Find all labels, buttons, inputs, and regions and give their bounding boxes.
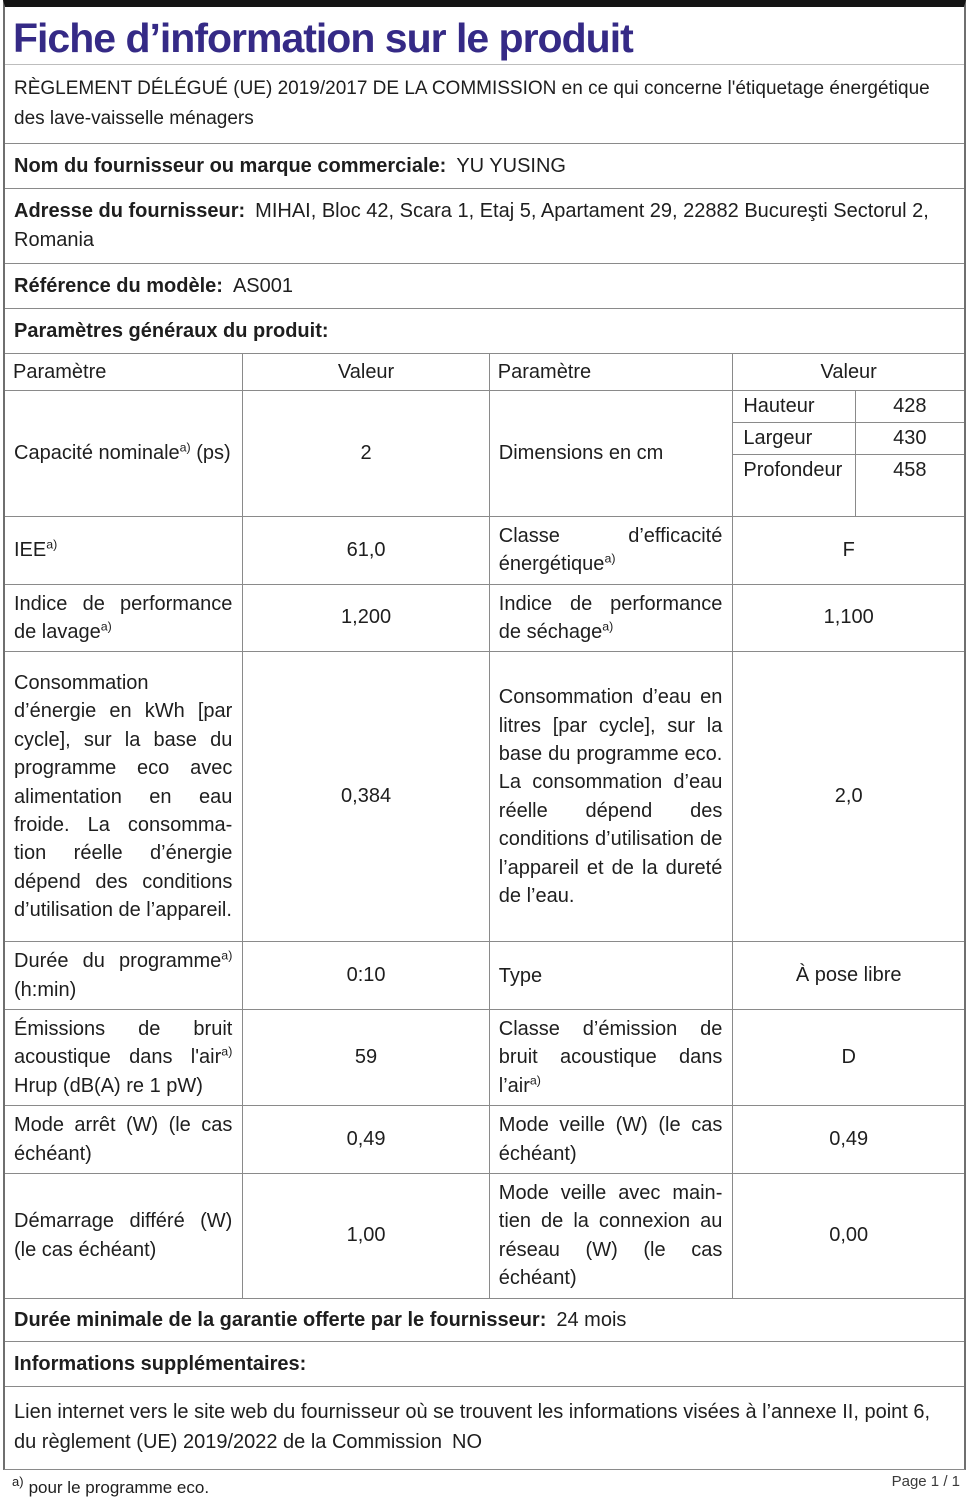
program-duration-value-cell: 0:10 bbox=[243, 942, 489, 1010]
supplier-name-label: Nom du fournisseur ou marque commerciale: bbox=[14, 155, 447, 178]
row-duration-type bbox=[5, 942, 964, 1010]
capacity-value-cell: 2 bbox=[243, 390, 489, 516]
footnote-text: pour le programme eco. bbox=[28, 1477, 210, 1497]
footnote-marker: a) bbox=[12, 1473, 24, 1489]
drying-index-label-cell: Indice de performance de séchage$^{a)}$ bbox=[489, 584, 733, 652]
model-reference-label: Référence du modèle: bbox=[14, 275, 223, 298]
row-energy-water-consumption bbox=[5, 652, 964, 942]
general-params-heading-row bbox=[5, 309, 964, 354]
page-title: Fiche d’information sur le produit bbox=[13, 15, 633, 61]
networked-standby-label-cell: Mode veille avec maintien de la connexion au réseau (W) (le cas échéant) bbox=[489, 1174, 733, 1298]
standby-mode-label-cell: Mode veille (W) (le cas échéant) bbox=[489, 1106, 733, 1174]
energy-class-label-cell: Classe d’efficacité énergétique$^{a)}$ bbox=[489, 516, 733, 584]
additional-info-label: Informations supplémentaires: bbox=[14, 1352, 307, 1375]
dimensions-subtable-cell bbox=[733, 390, 964, 516]
title-row bbox=[5, 7, 964, 65]
param-header-left: Paramètre bbox=[5, 354, 243, 390]
row-noise bbox=[5, 1010, 964, 1106]
dimension-name: Profondeur bbox=[733, 455, 855, 516]
washing-index-label-cell: Indice de performance de lavage$^{a)}$ bbox=[5, 584, 243, 652]
dimension-value: 428 bbox=[893, 394, 927, 417]
iee-value-cell: 61,0 bbox=[243, 516, 489, 584]
additional-info-row bbox=[5, 1342, 964, 1387]
product-fiche-document bbox=[3, 0, 966, 1470]
dimension-name: Largeur bbox=[733, 423, 855, 454]
regulation-text: RÈGLEMENT DÉLÉGUÉ (UE) 2019/2017 DE LA COMMISSION en ce qui concerne l'étiquetage énergétique des lave-vaisselle ménagers bbox=[14, 78, 930, 129]
dimension-value: 430 bbox=[893, 426, 927, 449]
row-delayed-start-network bbox=[5, 1174, 964, 1298]
model-reference-row bbox=[5, 264, 964, 309]
regulation-row bbox=[5, 65, 964, 144]
energy-consumption-label-cell: Consommation d’énergie en kWh [par cycle], sur la base du programme eco avec alimentation en eau froide. La consommation réelle d’énergie dépend des conditions d’utilisation de l’appareil. bbox=[5, 652, 243, 942]
off-mode-label-cell: Mode arrêt (W) (le cas échéant) bbox=[5, 1106, 243, 1174]
supplier-link-value: NO bbox=[452, 1430, 482, 1453]
standby-mode-value-cell: 0,49 bbox=[733, 1106, 964, 1174]
footnote bbox=[12, 1473, 970, 1498]
delayed-start-label-cell: Démarrage différé (W) (le cas échéant) bbox=[5, 1174, 243, 1298]
value-header-right: Valeur bbox=[733, 354, 964, 390]
dimension-row-depth bbox=[733, 455, 964, 516]
dimension-name: Hauteur bbox=[733, 391, 855, 422]
noise-class-label-cell: Classe d’émission de bruit acoustique dans l’air$^{a)}$ bbox=[489, 1010, 733, 1106]
type-label-cell: Type bbox=[489, 942, 733, 1010]
model-reference-value: AS001 bbox=[232, 275, 294, 298]
off-mode-value-cell: 0,49 bbox=[243, 1106, 489, 1174]
supplier-link-label: Lien internet vers le site web du fournisseur où se trouvent les informations visées à l’annexe II, point 6, du règlement (UE) 2019/2022 de la Commission bbox=[14, 1400, 931, 1453]
noise-emissions-label-cell: Émissions de bruit acoustique dans l'air$^{a)}$ Hrup (dB(A) re 1 pW) bbox=[5, 1010, 243, 1106]
supplier-name-value: YU YUSING bbox=[456, 155, 566, 178]
warranty-label: Durée minimale de la garantie offerte par le fournisseur: bbox=[14, 1308, 547, 1331]
supplier-address-row bbox=[5, 189, 964, 264]
value-header-left: Valeur bbox=[243, 354, 489, 390]
iee-label-cell: IEE$^{a)}$ bbox=[5, 516, 243, 584]
supplier-address-label: Adresse du fournisseur: bbox=[14, 200, 246, 223]
parameters-table bbox=[5, 354, 964, 1297]
warranty-row bbox=[5, 1298, 964, 1342]
dimensions-label-cell: Dimensions en cm bbox=[489, 390, 733, 516]
page-number: Page 1 / 1 bbox=[891, 1473, 960, 1490]
energy-class-value-cell: F bbox=[733, 516, 964, 584]
supplier-address-value: MIHAI, Bloc 42, Scara 1, Etaj 5, Apartament 29, 22882 Bucureşti Sectorul 2, Romania bbox=[14, 200, 929, 252]
warranty-value: 24 mois bbox=[556, 1308, 627, 1331]
row-off-standby-mode bbox=[5, 1106, 964, 1174]
drying-index-value-cell: 1,100 bbox=[733, 584, 964, 652]
row-iee-energy-class bbox=[5, 516, 964, 584]
dimension-value: 458 bbox=[893, 458, 927, 481]
delayed-start-value-cell: 1,00 bbox=[243, 1174, 489, 1298]
capacity-label-cell: Capacité nominale$^{a)}$ (ps) bbox=[5, 390, 243, 516]
row-performance-indexes bbox=[5, 584, 964, 652]
noise-emissions-value-cell: 59 bbox=[243, 1010, 489, 1106]
energy-consumption-value-cell: 0,384 bbox=[243, 652, 489, 942]
table-header-row bbox=[5, 354, 964, 390]
general-params-heading: Paramètres généraux du produit: bbox=[14, 320, 329, 343]
supplier-name-row bbox=[5, 144, 964, 189]
dimension-row-height bbox=[733, 391, 964, 423]
water-consumption-value-cell: 2,0 bbox=[733, 652, 964, 942]
supplier-link-row bbox=[5, 1387, 964, 1469]
type-value-cell: À pose libre bbox=[733, 942, 964, 1010]
param-header-right: Paramètre bbox=[489, 354, 733, 390]
program-duration-label-cell: Durée du programme$^{a)}$ (h:min) bbox=[5, 942, 243, 1010]
networked-standby-value-cell: 0,00 bbox=[733, 1174, 964, 1298]
row-capacity-dimensions bbox=[5, 390, 964, 516]
washing-index-value-cell: 1,200 bbox=[243, 584, 489, 652]
noise-class-value-cell: D bbox=[733, 1010, 964, 1106]
water-consumption-label-cell: Consommation d’eau en litres [par cycle], sur la base du programme eco. La consommation d’eau réelle dépend des conditions d’utilisation de l’appareil et de la dureté de l’eau. bbox=[489, 652, 733, 942]
dimension-row-width bbox=[733, 423, 964, 455]
